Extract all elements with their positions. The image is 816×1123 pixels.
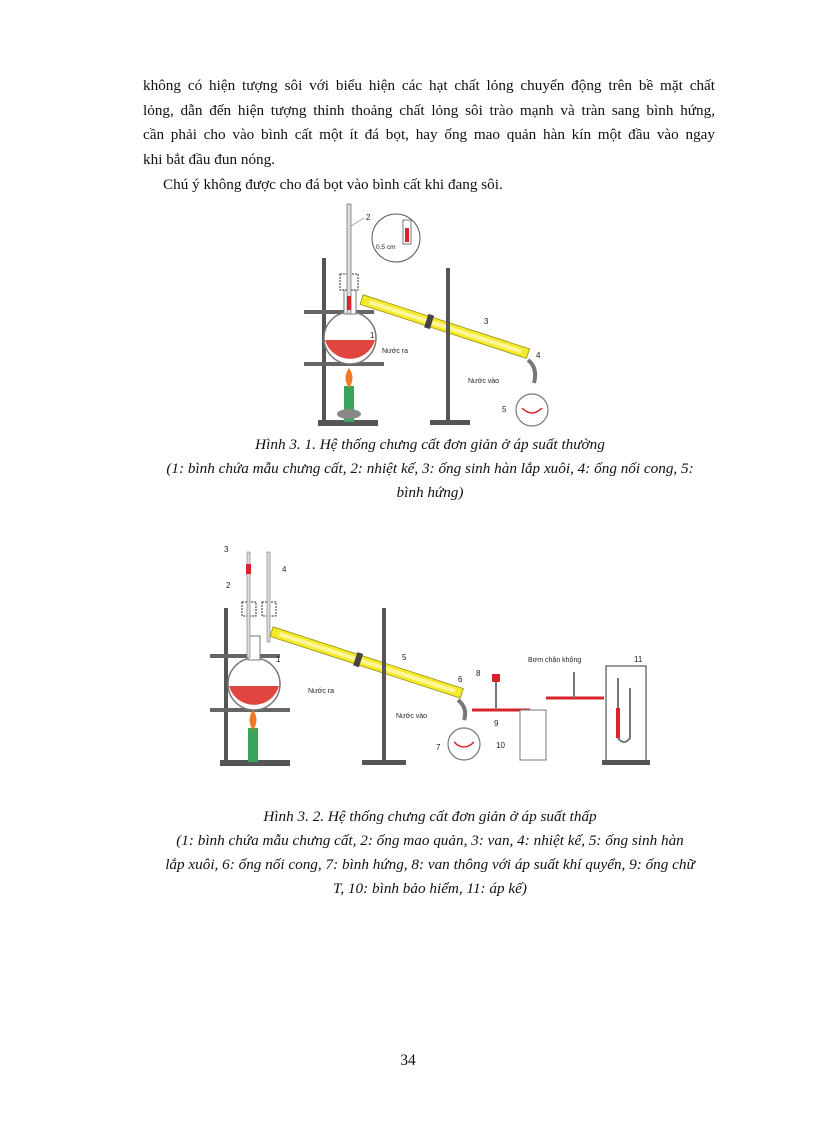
label-3: 3	[484, 317, 489, 326]
magnified-bulb	[405, 228, 409, 242]
paragraph-line: không có hiện tượng sôi với biểu hiện các hạt chất lỏng chuyển động trên bề mặt chất	[143, 77, 715, 94]
label-5: 5	[402, 653, 407, 662]
water-out-label: Nước ra	[308, 688, 335, 695]
paragraph-line: khi bắt đầu đun nóng.	[143, 150, 276, 168]
adapter	[458, 700, 465, 720]
label-3: 3	[224, 545, 229, 554]
label-8: 8	[476, 669, 481, 678]
thermometer	[267, 552, 270, 642]
paragraph-line: cần phải cho vào bình cất một ít đá bọt, hay ống mao quản hàn kín một đầu vào ngay	[143, 126, 715, 143]
scale-label: 0,5 cm	[376, 244, 396, 251]
figure-2-vacuum-distillation	[210, 538, 660, 768]
caption-line: T, 10: bình bảo hiểm, 11: áp kế)	[333, 880, 527, 897]
flame-icon	[250, 710, 257, 730]
safety-bottle	[520, 710, 546, 760]
caption-line: (1: bình chứa mẫu chưng cất, 2: ống mao quản, 3: van, 4: nhiệt kế, 5: ống sinh hàn	[176, 832, 684, 849]
page-number: 34	[400, 1052, 416, 1069]
flame-icon	[346, 368, 353, 388]
caption-title: Hình 3. 1. Hệ thống chưng cất đơn giản ở áp suất thường	[255, 436, 605, 453]
caption-title: Hình 3. 2. Hệ thống chưng cất đơn giản ở áp suất thấp	[263, 808, 597, 825]
label-11: 11	[634, 655, 643, 664]
receiving-flask	[448, 728, 480, 760]
label-1: 1	[370, 331, 375, 340]
condenser-inner	[279, 632, 456, 693]
clamp-arm	[304, 310, 374, 314]
water-in-label: Nước vào	[468, 378, 500, 385]
label-4: 4	[282, 565, 287, 574]
warning-note: Chú ý không được cho đá bọt vào bình cất khi đang sôi.	[163, 176, 503, 193]
valve-3	[246, 564, 251, 574]
manometer	[606, 666, 646, 762]
label-2: 2	[226, 581, 231, 590]
manometer-base	[602, 760, 650, 765]
adapter	[528, 360, 535, 383]
body-paragraph	[143, 74, 715, 172]
thermometer-bulb	[347, 296, 351, 310]
leader-line	[351, 218, 364, 226]
label-9: 9	[494, 719, 499, 728]
figure-2-caption	[130, 805, 730, 901]
caption-line: lắp xuôi, 6: ống nối cong, 7: bình hứng, 8: van thông với áp suất khí quyển, 9: ống chữ	[165, 856, 695, 873]
stand-base-right	[430, 420, 470, 425]
condenser-group	[269, 625, 464, 700]
condenser-inner	[369, 300, 522, 353]
burner-tube	[248, 728, 258, 762]
label-5: 5	[502, 405, 507, 414]
magnify-circle	[372, 214, 420, 262]
label-7: 7	[436, 743, 441, 752]
receiving-flask	[516, 394, 548, 426]
pump-label: Bơm chân không	[528, 657, 582, 664]
caption-line: bình hứng)	[396, 484, 464, 501]
figure-1-distillation-apparatus	[300, 198, 560, 430]
paragraph-line: lỏng, dẫn đến hiện tượng thỉnh thoảng chất lỏng sôi trào mạnh và tràn sang bình hứng,	[143, 101, 715, 119]
water-out-label: Nước ra	[382, 348, 409, 355]
figure-1-caption	[130, 433, 730, 505]
label-10: 10	[496, 741, 505, 750]
stand-rod-right	[446, 268, 450, 422]
label-1: 1	[276, 655, 281, 664]
burner-base	[337, 409, 361, 419]
label-6: 6	[458, 675, 463, 684]
stand-base-right	[362, 760, 406, 765]
label-2: 2	[366, 213, 371, 222]
caption-line: (1: bình chứa mẫu chưng cất, 2: nhiệt kế, 3: ống sinh hàn lắp xuôi, 4: ống nối cong, 5:	[166, 460, 694, 477]
valve-8	[492, 674, 500, 682]
label-4: 4	[536, 351, 541, 360]
stand-rod-right	[382, 608, 386, 762]
manometer-liquid	[616, 708, 620, 738]
clamp-arm	[210, 654, 280, 658]
water-in-label: Nước vào	[396, 713, 428, 720]
